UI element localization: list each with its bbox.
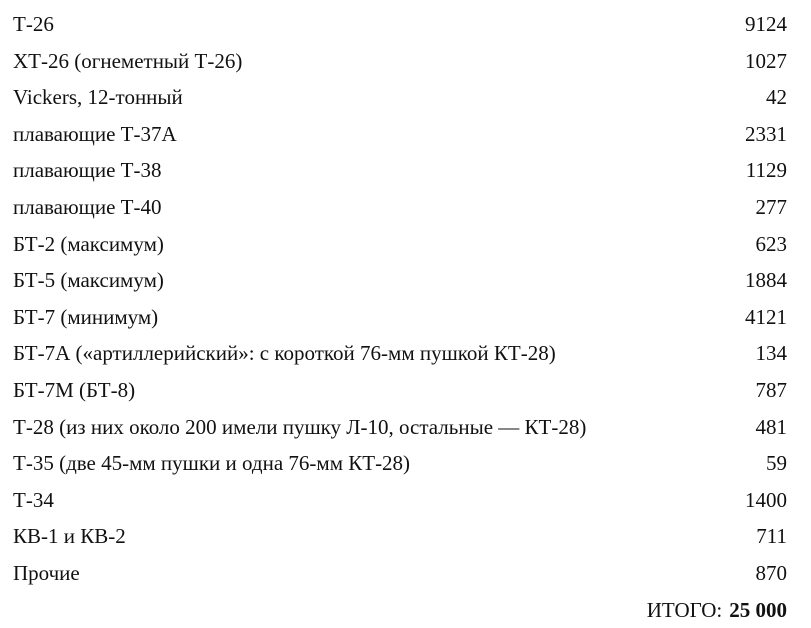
- row-name: БТ-2 (максимум): [13, 226, 744, 263]
- table-row: [13, 262, 787, 299]
- table-row: [13, 79, 787, 116]
- row-name: БТ-7А («артиллерийский»: с короткой 76-мм пушкой КТ-28): [13, 335, 744, 372]
- table-row: [13, 226, 787, 263]
- total-value: 25 000: [729, 592, 787, 628]
- row-value: 9124: [733, 6, 787, 43]
- table-row: [13, 116, 787, 153]
- row-value: 870: [744, 555, 788, 592]
- row-value: 2331: [733, 116, 787, 153]
- row-name: Т-34: [13, 482, 733, 519]
- row-name: Т-35 (две 45-мм пушки и одна 76-мм КТ-28): [13, 445, 754, 482]
- row-value: 787: [744, 372, 788, 409]
- table-row: [13, 482, 787, 519]
- row-value: 42: [754, 79, 787, 116]
- row-value: 481: [744, 409, 788, 446]
- row-name: Прочие: [13, 555, 744, 592]
- row-value: 4121: [733, 299, 787, 336]
- table-row: [13, 299, 787, 336]
- row-value: 1027: [733, 43, 787, 80]
- row-value: 711: [744, 518, 787, 555]
- table-row: [13, 6, 787, 43]
- table-row: [13, 409, 787, 446]
- table-row: [13, 555, 787, 592]
- table-row: [13, 189, 787, 226]
- row-name: Vickers, 12-тонный: [13, 79, 754, 116]
- row-name: Т-28 (из них около 200 имели пушку Л-10, остальные — КТ-28): [13, 409, 744, 446]
- table-row: [13, 372, 787, 409]
- row-name: плавающие Т-40: [13, 189, 744, 226]
- table-row: [13, 152, 787, 189]
- table-row: [13, 335, 787, 372]
- row-value: 277: [744, 189, 788, 226]
- table-row: [13, 445, 787, 482]
- table-row: [13, 518, 787, 555]
- row-name: БТ-7 (минимум): [13, 299, 733, 336]
- row-value: 1400: [733, 482, 787, 519]
- row-value: 1884: [733, 262, 787, 299]
- table-row: [13, 43, 787, 80]
- row-value: 1129: [734, 152, 787, 189]
- total-label: ИТОГО:: [647, 592, 723, 628]
- row-name: БТ-5 (максимум): [13, 262, 733, 299]
- row-name: плавающие Т-38: [13, 152, 734, 189]
- tank-count-table: [13, 6, 787, 628]
- row-name: Т-26: [13, 6, 733, 43]
- total-row: [13, 592, 787, 628]
- row-name: БТ-7М (БТ-8): [13, 372, 744, 409]
- row-name: КВ-1 и КВ-2: [13, 518, 744, 555]
- row-value: 134: [744, 335, 788, 372]
- row-name: ХТ-26 (огнеметный Т-26): [13, 43, 733, 80]
- row-value: 623: [744, 226, 788, 263]
- row-name: плавающие Т-37А: [13, 116, 733, 153]
- row-value: 59: [754, 445, 787, 482]
